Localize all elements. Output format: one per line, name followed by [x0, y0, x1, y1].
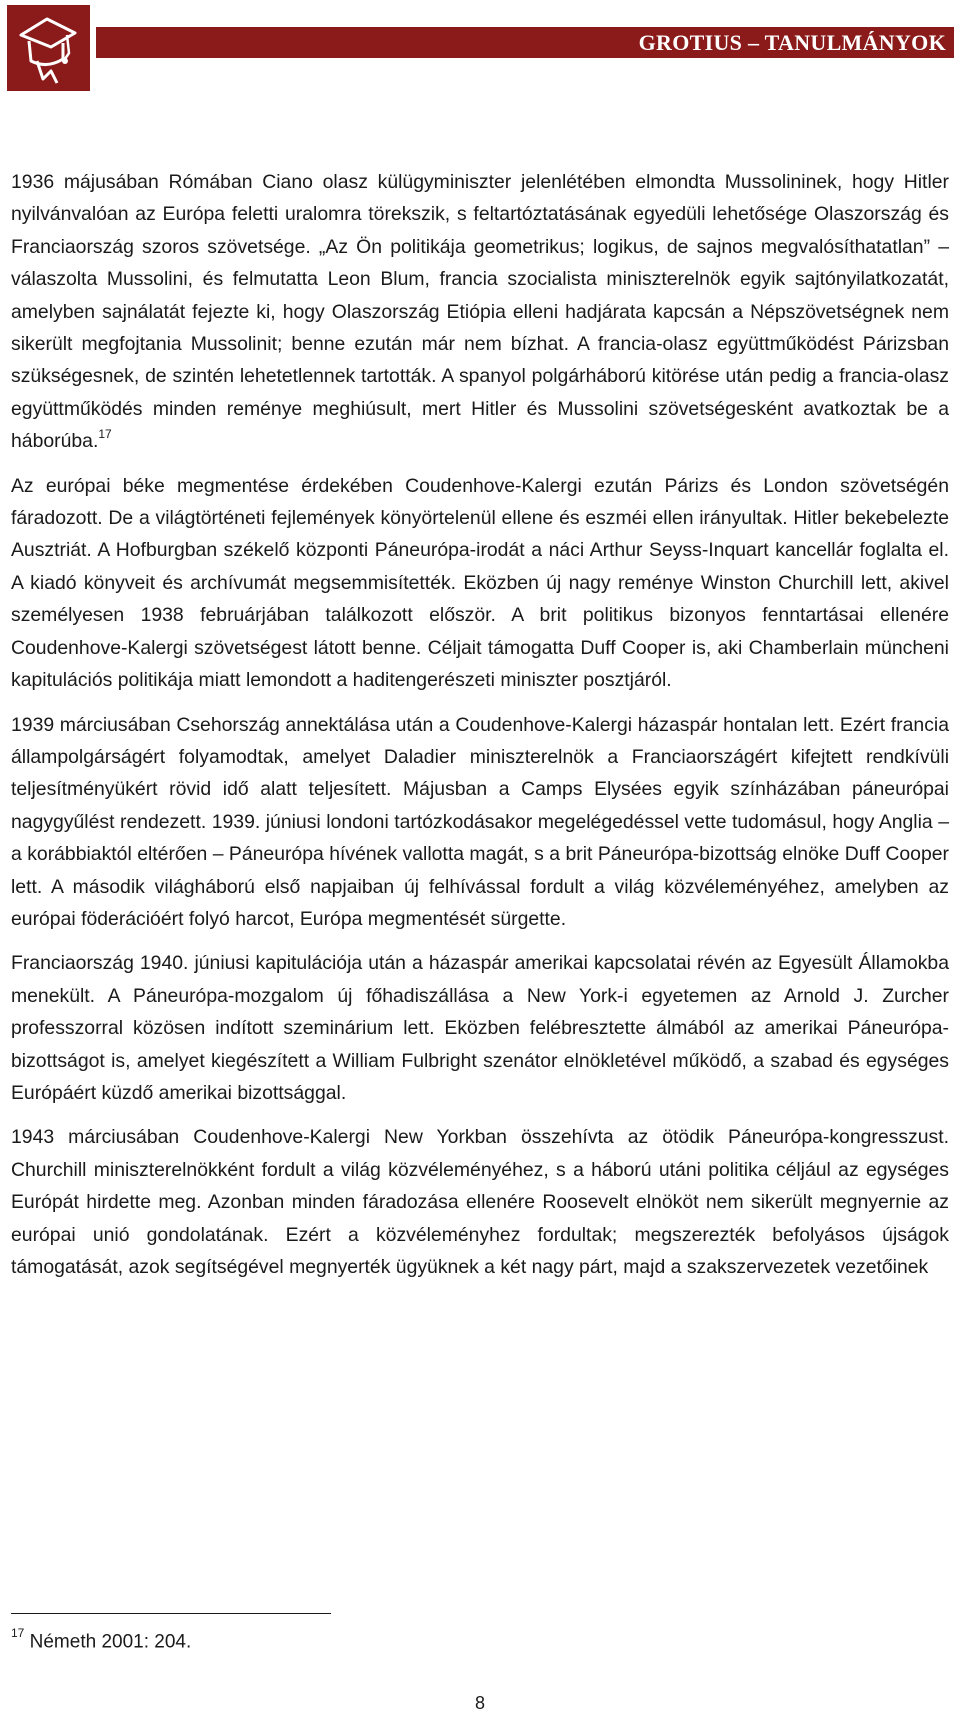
article-body — [11, 166, 949, 1295]
paragraph-1-text: 1936 májusában Rómában Ciano olasz külügyminiszter jelenlétében elmondta Mussolininek, hogy Hitler nyilvánvalóan az Európa feletti uralomra törekszik, s feltartóztatásának egyedüli lehetősége Olaszország és Franciaország szoros szövetsége. „Az Ön politikája geometrikus; logikus, de sajnos megvalósíthatatlan” – válaszolta Mussolini, és felmutatta Leon Blum, francia szocialista miniszterelnök egyik sajtónyilatkozatát, amelyben sajnálatát fejezte ki, hogy Olaszország Etiópia elleni hadjárata kapcsán a Népszövetségnek nem sikerült megfojtania Mussolinit; benne ezután már nem bízhat. A francia-olasz együttműködést Párizsban szükségesnek, de szintén lehetetlennek tartották. A spanyol polgárháború kitörése után pedig a francia-olasz együttműködés minden reménye meghiúsult, mert Hitler és Mussolini szövetségesként avatkoztak be a háborúba. — [11, 171, 949, 453]
paragraph-2: Az európai béke megmentése érdekében Coudenhove-Kalergi ezután Párizs és London szövetségén fáradozott. De a világtörténeti fejlemények könyörtelenül ellene és eszméi ellen irányultak. Hitler bekebelezte Ausztriát. A Hofburgban székelő központi Páneurópa-irodát a náci Arthur Seyss-Inquart kancellár foglalta el. A kiadó könyveit és archívumát megsemmisítették. Eközben új nagy reménye Winston Churchill lett, akivel személyesen 1938 februárjában találkozott először. A brit politikus bizonyos fenntartásai ellenére Coudenhove-Kalergi szövetségest látott benne. Céljait támogatta Duff Cooper is, aki Chamberlain müncheni kapitulációs politikája miatt lemondott a haditengerészeti miniszter posztjáról. — [11, 474, 949, 692]
graduation-cap-logo-icon — [7, 5, 90, 91]
paragraph-5: 1943 márciusában Coudenhove-Kalergi New Yorkban összehívta az ötödik Páneurópa-kongresszust. Churchill miniszterelnökként fordult a világ közvéleményéhez, s a háború utáni politika céljául az egységes Európát hirdette meg. Azonban minden fáradozása ellenére Roosevelt elnököt nem sikerült megnyernie az európai unió gondolatának. Ezért a közvéleményhez fordultak; megszerezték befolyásos újságok támogatását, azok segítségével megnyerték ügyüknek a két nagy párt, majd a szakszervezetek vezetőinek — [11, 1126, 949, 1278]
paragraph-3: 1939 márciusában Csehország annektálása után a Coudenhove-Kalergi házaspár hontalan lett. Ezért francia állampolgárságért folyamodtak, amelyet Daladier miniszterelnök a Franciaországért kifejtett rendkívüli teljesítményükért rövid idő alatt teljesített. Májusban a Camps Elysées egyik színházában páneurópai nagygyűlést rendezett. 1939. júniusi londoni tartózkodásakor megelégedéssel vette tudomásul, hogy Anglia – a korábbiaktól eltérően – Páneurópa hívének vallotta magát, s a brit Páneurópa-bizottság elnöke Duff Cooper lett. A második világháború első napjaiban új felhívással fordult a világ közvéleményéhez, amelyben az európai föderációért folyó harcot, Európa megmentését sürgette. — [11, 713, 949, 930]
header-bar — [96, 27, 954, 58]
paragraph-1 — [11, 166, 949, 458]
page-header — [0, 0, 960, 100]
footnote-text: Németh 2001: 204. — [29, 1631, 192, 1653]
footnote-reference[interactable]: 17 — [98, 426, 112, 441]
journal-title: GROTIUS – TANULMÁNYOK — [638, 30, 946, 55]
footnote-divider — [11, 1613, 331, 1614]
page-number: 8 — [474, 1693, 485, 1713]
footnote — [11, 1622, 191, 1656]
paragraph-4: Franciaország 1940. júniusi kapitulációja után a házaspár amerikai kapcsolatai révén az Egyesült Államokba menekült. A Páneurópa-mozgalom új főhadiszállása a New York-i egyetemen az Arnold J. Zurcher professzorral közösen indított szeminárium lett. Eközben felébresztette álmából az amerikai Páneurópa-bizottságot is, amelyet kiegészített a William Fulbright szenátor elnökletével működő, a szabad és egységes Európáért küzdő amerikai bizottsággal. — [11, 952, 949, 1104]
footnote-number: 17 — [11, 1626, 25, 1640]
